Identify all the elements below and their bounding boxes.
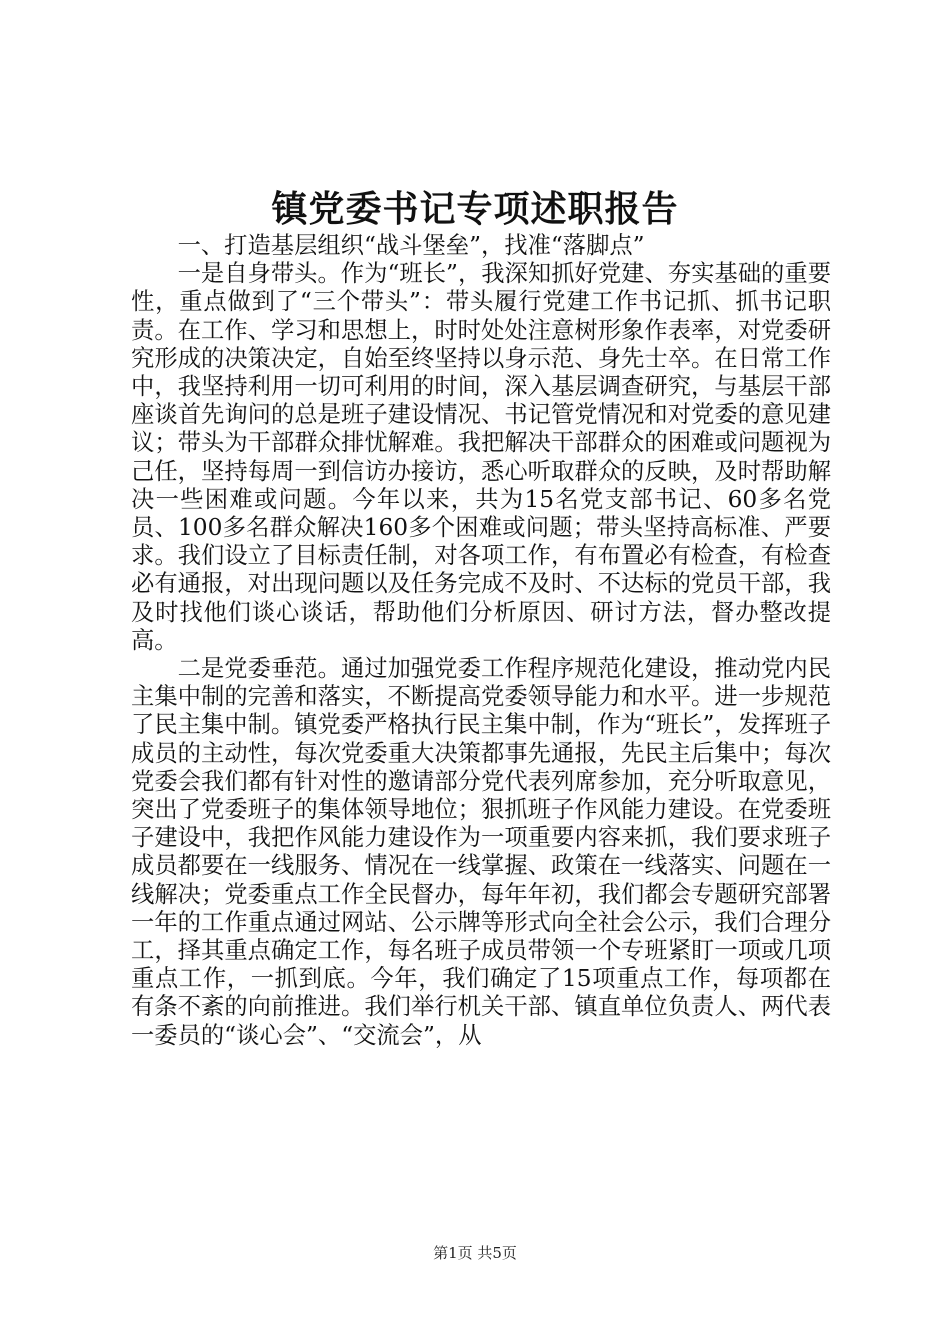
section-heading: 一、打造基层组织“战斗堡垒”，找准“落脚点” bbox=[177, 232, 645, 259]
paragraph-self-leading: 一是自身带头。作为“班长”，我深知抓好党建、夯实基础的重要性，重点做到了“三个带头”：带头履行党建工作书记抓、抓书记职责。在工作、学习和思想上，时时处处注意树形象作表率，对党委研究形成的决策决定，自始至终坚持以身示范、身先士卒。在日常工作中，我坚持利用一切可利用的时间，深入基层调查研究，与基层干部座谈首先询问的总是班子建设情况、书记管党情况和对党委的意见建议；带头为干部群众排忧解难。我把解决干部群众的困难或问题视为己任，坚持每周一到信访办接访，悉心听取群众的反映，及时帮助解决一些困难或问题。今年以来，共为15名党支部书记、60多名党员、100多名群众解决160多个困难或问题；带头坚持高标准、严要求。我们设立了目标责任制，对各项工作，有布置必有检查，有检查必有通报，对出现问题以及任务完成不及时、不达标的党员干部，我及时找他们谈心谈话，帮助他们分析原因、研讨方法，督办整改提高。 bbox=[131, 260, 831, 654]
paragraph-party-committee: 二是党委垂范。通过加强党委工作程序规范化建设，推动党内民主集中制的完善和落实，不断提高党委领导能力和水平。进一步规范了民主集中制。镇党委严格执行民主集中制，作为“班长”，发挥班子成员的主动性，每次党委重大决策都事先通报，先民主后集中；每次党委会我们都有针对性的邀请部分党代表列席参加，充分听取意见，突出了党委班子的集体领导地位；狠抓班子作风能力建设。在党委班子建设中，我把作风能力建设作为一项重要内容来抓，我们要求班子成员都要在一线服务、情况在一线掌握、政策在一线落实、问题在一线解决；党委重点工作全民督办，每年年初，我们都会专题研究部署一年的工作重点通过网站、公示牌等形式向全社会公示，我们合理分工，择其重点确定工作，每名班子成员带领一个专班紧盯一项或几项重点工作，一抓到底。今年，我们确定了15项重点工作，每项都在有条不紊的向前推进。我们举行机关干部、镇直单位负责人、两代表一委员的“谈心会”、“交流会”，从 bbox=[131, 655, 831, 1049]
document-body bbox=[131, 232, 831, 1050]
document-title: 镇党委书记专项述职报告 bbox=[271, 188, 679, 230]
page-number-footer: 第1页 共5页 bbox=[433, 1244, 517, 1262]
